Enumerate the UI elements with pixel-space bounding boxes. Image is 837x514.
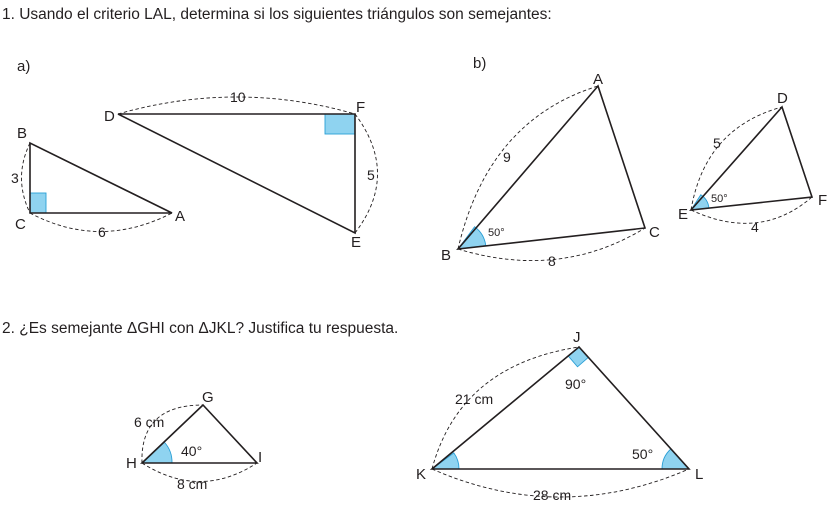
angle-h-marker (142, 442, 172, 463)
side-bc-length: 3 (11, 170, 19, 186)
angle-e-label: 50° (711, 193, 728, 205)
angle-l-label: 50° (632, 446, 654, 462)
triangle-bca-edges (30, 143, 172, 213)
vertex-g: G (202, 389, 214, 406)
side-ef-length: 4 (751, 219, 759, 235)
triangle-bca (11, 125, 185, 240)
side-kj-length: 21 cm (455, 391, 494, 407)
vertex-a: A (175, 208, 186, 225)
question-1-text: 1. Usando el criterio LAL, determina si los siguientes triángulos son semejantes: (2, 6, 552, 23)
right-angle-j-marker (568, 347, 588, 367)
triangle-jkl (416, 329, 703, 503)
vertex-e: E (351, 234, 362, 251)
side-ca-length: 6 (98, 224, 106, 240)
triangle-dfe (104, 89, 378, 251)
angle-b-label: 50° (488, 227, 505, 239)
side-bc-length: 8 (548, 253, 556, 269)
triangle-ghi (126, 389, 262, 492)
vertex-d: D (104, 108, 115, 125)
triangle-dfe-edges (118, 114, 355, 233)
vertex-b: B (17, 125, 28, 142)
triangle-abc-edges (458, 86, 645, 249)
side-ed-length: 5 (713, 135, 721, 151)
arc-bc (22, 143, 31, 213)
side-fe-length: 5 (367, 167, 375, 183)
side-kl-length: 28 cm (533, 487, 572, 503)
question-2-text: 2. ¿Es semejante ΔGHI con ΔJKL? Justifica tu respuesta. (2, 320, 399, 337)
side-hg-length: 6 cm (134, 414, 165, 430)
vertex-j: J (573, 329, 581, 346)
vertex-k: K (416, 466, 427, 483)
side-ab-length: 9 (503, 149, 511, 165)
angle-h-label: 40° (181, 443, 203, 459)
right-angle-f-marker (325, 114, 355, 134)
angle-j-label: 90° (565, 376, 587, 392)
angle-l-marker (662, 449, 689, 469)
vertex-i: I (258, 449, 263, 466)
vertex-b: B (441, 247, 452, 264)
vertex-c: C (15, 216, 26, 233)
part-a-label: a) (17, 58, 31, 75)
part-b-label: b) (473, 55, 487, 72)
right-angle-c-marker (30, 193, 46, 213)
vertex-d: D (777, 90, 788, 107)
vertex-l: L (695, 466, 704, 483)
triangle-abc (441, 71, 660, 269)
vertex-c: C (649, 224, 660, 241)
triangle-def (678, 90, 827, 235)
side-hi-length: 8 cm (177, 476, 208, 492)
vertex-e: E (678, 206, 689, 223)
vertex-f: F (356, 99, 366, 116)
side-df-length: 10 (230, 89, 246, 105)
vertex-f: F (818, 192, 828, 209)
vertex-h: H (126, 455, 137, 472)
vertex-a: A (593, 71, 604, 88)
